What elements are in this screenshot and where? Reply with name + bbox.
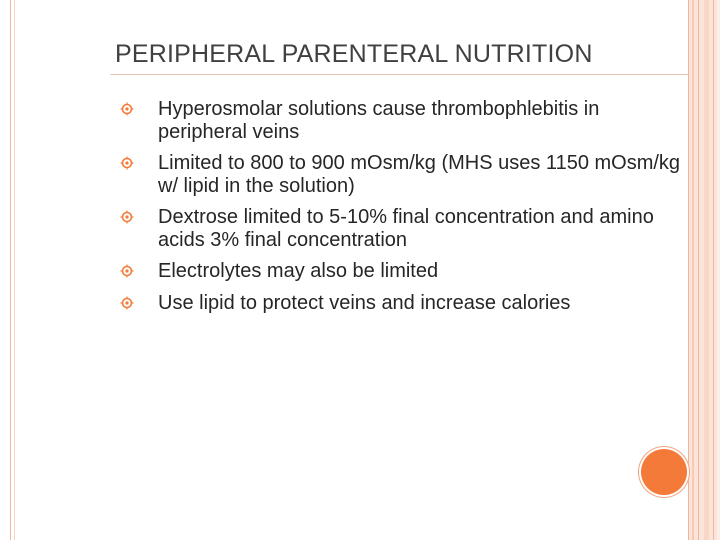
orange-ring-bullet-icon [120, 210, 134, 224]
bullet-text: Use lipid to protect veins and increase calories [158, 291, 571, 314]
title-underline [110, 74, 688, 75]
orange-ring-bullet-icon [120, 264, 134, 278]
band-stripe [688, 0, 689, 540]
band-stripe [713, 0, 714, 540]
orange-ring-bullet-icon [120, 296, 134, 310]
bullet-text: Hyperosmolar solutions cause thrombophlebitis in peripheral veins [158, 98, 600, 143]
orange-ring-bullet-icon [120, 102, 134, 116]
bullet-item [120, 98, 685, 143]
bullet-item [120, 292, 685, 315]
orange-circle-decoration [641, 449, 687, 495]
band-stripe [692, 0, 694, 540]
band-stripe [698, 0, 699, 540]
slide-title: PERIPHERAL PARENTERAL NUTRITION [115, 40, 593, 68]
right-decorative-band [688, 0, 720, 540]
bullet-text: Electrolytes may also be limited [158, 260, 439, 282]
band-stripe [704, 0, 709, 540]
bullet-list [120, 98, 685, 323]
left-decorative-rule [10, 0, 11, 540]
bullet-text: Dextrose limited to 5-10% final concentration and amino acids 3% final concentration [158, 206, 654, 251]
bullet-text: Limited to 800 to 900 mOsm/kg (MHS uses 1150 mOsm/kg w/ lipid in the solution) [158, 152, 681, 197]
left-decorative-rule-inner [14, 0, 15, 540]
orange-ring-bullet-icon [120, 156, 134, 170]
bullet-item [120, 206, 685, 251]
bullet-item [120, 260, 685, 283]
bullet-item [120, 152, 685, 197]
